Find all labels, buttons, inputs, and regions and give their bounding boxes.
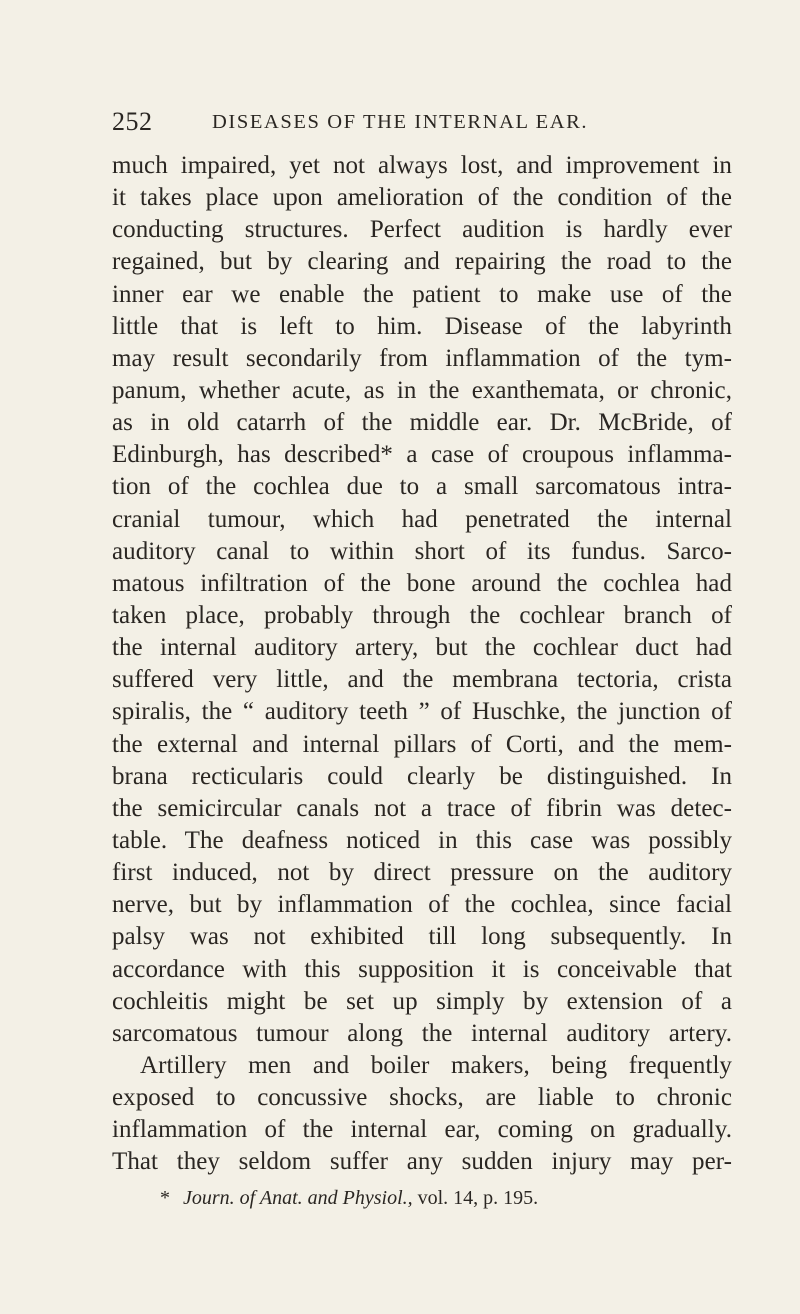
- text-line: accordance with this supposition it is conceivable that: [112, 955, 732, 983]
- text-line: spiralis, the “ auditory teeth ” of Huschke, the junction of: [112, 698, 732, 726]
- text-line: cochleitis might be set up simply by extension of a: [112, 987, 732, 1015]
- text-line: tion of the cochlea due to a small sarcomatous intra-: [112, 473, 732, 501]
- footnote-journal: Journ. of Anat. and Physiol.,: [183, 1187, 413, 1209]
- text-line: suffered very little, and the membrana tectoria, crista: [112, 666, 732, 694]
- footnote-citation: vol. 14, p. 195.: [417, 1187, 539, 1209]
- text-line: table. The deafness noticed in this case was possibly: [112, 826, 732, 854]
- footnote: [160, 1184, 720, 1212]
- text-line: cranial tumour, which had penetrated the internal: [112, 505, 732, 533]
- text-line: palsy was not exhibited till long subsequently. In: [112, 923, 732, 951]
- running-title: DISEASES OF THE INTERNAL EAR.: [212, 111, 589, 133]
- footnote-mark: *: [160, 1187, 170, 1209]
- text-line: inflammation of the internal ear, coming on gradually.: [112, 1116, 732, 1144]
- text-line: sarcomatous tumour along the internal auditory artery.: [112, 1019, 732, 1047]
- text-line: as in old catarrh of the middle ear. Dr. McBride, of: [112, 409, 732, 437]
- text-line: the external and internal pillars of Corti, and the mem-: [112, 730, 732, 758]
- text-line: regained, but by clearing and repairing the road to the: [112, 248, 732, 276]
- text-line: panum, whether acute, as in the exanthemata, or chronic,: [112, 376, 732, 404]
- text-line: auditory canal to within short of its fundus. Sarco-: [112, 537, 732, 565]
- running-head: [112, 102, 712, 142]
- text-line: exposed to concussive shocks, are liable to chronic: [112, 1084, 732, 1112]
- text-line: first induced, not by direct pressure on the auditory: [112, 859, 732, 887]
- text-line: nerve, but by inflammation of the cochlea, since facial: [112, 891, 732, 919]
- text-line: brana recticularis could clearly be distinguished. In: [112, 762, 732, 790]
- text-line: the semicircular canals not a trace of fibrin was detec-: [112, 794, 732, 822]
- text-line: little that is left to him. Disease of the labyrinth: [112, 312, 732, 340]
- text-line: inner ear we enable the patient to make use of the: [112, 280, 732, 308]
- text-line: conducting structures. Perfect audition is hardly ever: [112, 216, 732, 244]
- paragraph-start-line: Artillery men and boiler makers, being frequently: [140, 1051, 732, 1079]
- text-line: matous infiltration of the bone around the cochlea had: [112, 569, 732, 597]
- text-line: the internal auditory artery, but the cochlear duct had: [112, 634, 732, 662]
- text-line: Edinburgh, has described* a case of croupous inflamma-: [112, 441, 732, 469]
- page-number: 252: [112, 107, 153, 136]
- text-line: much impaired, yet not always lost, and improvement in: [112, 152, 732, 179]
- text-line: That they seldom suffer any sudden injury may per-: [112, 1148, 732, 1176]
- body-text: [112, 150, 732, 1179]
- text-line: it takes place upon amelioration of the condition of the: [112, 184, 732, 212]
- text-line: may result secondarily from inflammation of the tym-: [112, 344, 732, 372]
- text-line: taken place, probably through the cochlear branch of: [112, 601, 732, 629]
